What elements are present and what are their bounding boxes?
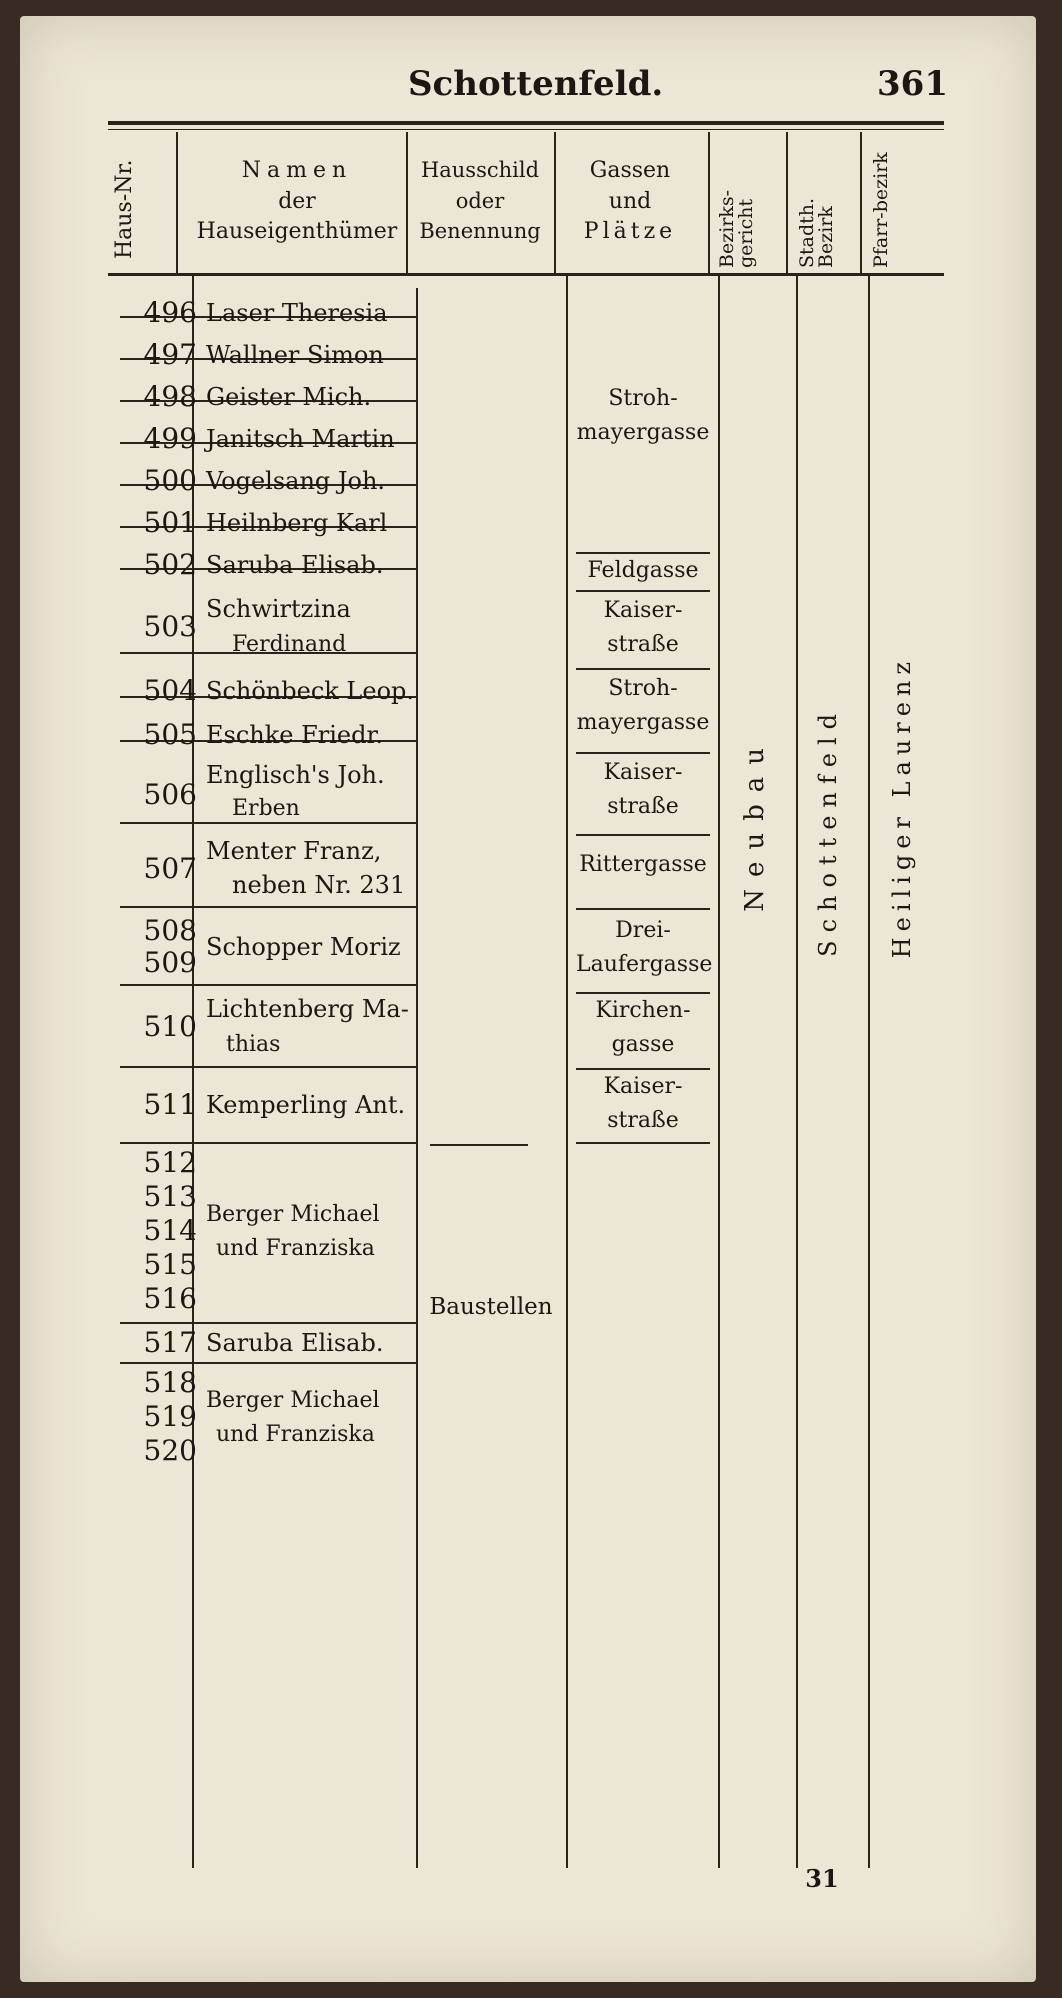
house-number: 517 [143,1326,197,1359]
book-page [20,16,1036,1982]
owner-name: Schönbeck Leop. [206,677,415,705]
house-number: 516 [143,1282,197,1315]
row-rule [120,1066,416,1068]
house-number: 503 [143,610,197,643]
house-number: 519 [143,1400,197,1433]
body-sep-5 [796,274,798,1868]
row-rule [120,1142,416,1144]
hdr-sep-4 [708,132,710,273]
district-pfarrbezirk: Heiliger Laurenz [888,656,916,959]
house-number: 513 [143,1180,197,1213]
owner-name: Englisch's Joh. [206,761,385,789]
page-title: Schottenfeld. [408,64,664,104]
owner-name: Lichtenberg Ma- [206,995,409,1023]
col-header-bezirksgericht: Bezirks-gericht [716,189,757,268]
col-header-haus-nr: Haus-Nr. [112,159,137,259]
house-number: 505 [143,718,197,751]
owner-name: Saruba Elisab. [206,1329,384,1357]
page-number: 361 [877,64,948,104]
owner-name: Kemperling Ant. [206,1091,406,1119]
row-rule [120,906,416,908]
house-number: 510 [143,1010,197,1043]
house-number: 518 [143,1366,197,1399]
house-number: 512 [143,1146,197,1179]
street-name: Drei- [615,918,671,943]
street-name: Kaiser- [603,598,683,623]
house-number: 500 [143,464,197,497]
house-number: 520 [143,1434,197,1467]
house-number: 501 [143,506,197,539]
hdr-sep-5 [786,132,788,273]
house-number: 502 [143,548,197,581]
street-rule [576,752,710,754]
owner-name: neben Nr. 231 [232,871,406,899]
owner-name: Berger Michael [206,1202,380,1227]
body-sep-4 [718,274,720,1868]
hdr-sep-1 [176,132,178,273]
street-name: gasse [611,1032,675,1057]
owner-name: Eschke Friedr. [206,721,383,749]
house-number: 514 [143,1214,197,1247]
owner-name: Ferdinand [232,632,347,657]
street-name: Stroh- [608,676,678,701]
owner-name: Menter Franz, [206,837,382,865]
house-number: 504 [143,674,197,707]
street-name: mayergasse [576,420,710,445]
row-rule [120,984,416,986]
street-name: Kaiser- [603,760,683,785]
street-rule [576,908,710,910]
street-name: Kirchen- [595,998,691,1023]
owner-name: Erben [232,796,300,821]
house-number: 498 [143,380,197,413]
owner-name: und Franziska [216,1236,375,1261]
col-header-gassen-2: und [608,189,652,214]
owner-name: Saruba Elisab. [206,551,384,579]
body-sep-6 [868,274,870,1868]
owner-name: Laser Theresia [206,299,388,327]
street-name: Rittergasse [579,852,707,877]
house-number: 497 [143,338,197,371]
district-stadtbezirk: Schottenfeld [814,706,842,957]
hausschild-rule [430,1144,528,1146]
owner-name: und Franziska [216,1422,375,1447]
col-header-schild-2: oder [455,189,505,213]
street-name: Laufergasse [576,952,713,977]
district-bezirksgericht: Neubau [740,736,770,912]
body-sep-3 [566,274,568,1868]
street-rule [576,834,710,836]
house-number: 496 [143,296,197,329]
house-number: 511 [143,1088,197,1121]
body-sep-2 [416,288,418,1868]
column-header-bottom-rule [108,273,944,276]
footer-signature: 31 [805,1864,839,1893]
house-number: 515 [143,1248,197,1281]
header-rule-thick [108,121,944,125]
street-name: Stroh- [608,386,678,411]
street-rule [576,1142,710,1144]
row-rule [120,1322,416,1324]
col-header-namen-1: Namen [241,158,353,183]
col-header-stadtbezirk: Stadth. Bezirk [796,197,837,268]
house-number: 507 [143,852,197,885]
col-header-schild-1: Hausschild [420,158,540,182]
col-header-pfarrbezirk: Pfarr-bezirk [870,152,892,268]
col-header-namen-3: Hauseigenthümer [196,219,398,244]
owner-name: Schwirtzina [206,595,351,623]
hdr-sep-3 [554,132,556,273]
house-number: 509 [143,946,197,979]
street-name: straße [607,1108,679,1133]
owner-name: Geister Mich. [206,383,372,411]
street-name: straße [607,632,679,657]
owner-name: Heilnberg Karl [206,509,388,537]
owner-name: Schopper Moriz [206,933,401,961]
col-header-schild-3: Benennung [419,219,541,243]
col-header-gassen-3: Plätze [583,219,677,244]
house-number: 506 [143,778,197,811]
street-rule [576,668,710,670]
row-rule [120,1362,416,1364]
house-number: 499 [143,422,197,455]
hdr-sep-2 [406,132,408,273]
street-rule [576,590,710,592]
owner-name: Berger Michael [206,1388,380,1413]
owner-name: Wallner Simon [206,341,384,369]
street-name: Feldgasse [587,558,699,583]
street-name: straße [607,794,679,819]
hdr-sep-6 [860,132,862,273]
house-number: 508 [143,914,197,947]
header-rule-thin [108,129,944,130]
col-header-namen-2: der [278,189,316,214]
owner-name: thias [226,1032,281,1057]
owner-name: Vogelsang Joh. [206,467,386,495]
owner-name: Janitsch Martin [206,425,395,453]
col-header-gassen-1: Gassen [589,158,671,183]
street-name: mayergasse [576,710,710,735]
hausschild-baustellen: Baustellen [429,1294,553,1320]
street-name: Kaiser- [603,1074,683,1099]
